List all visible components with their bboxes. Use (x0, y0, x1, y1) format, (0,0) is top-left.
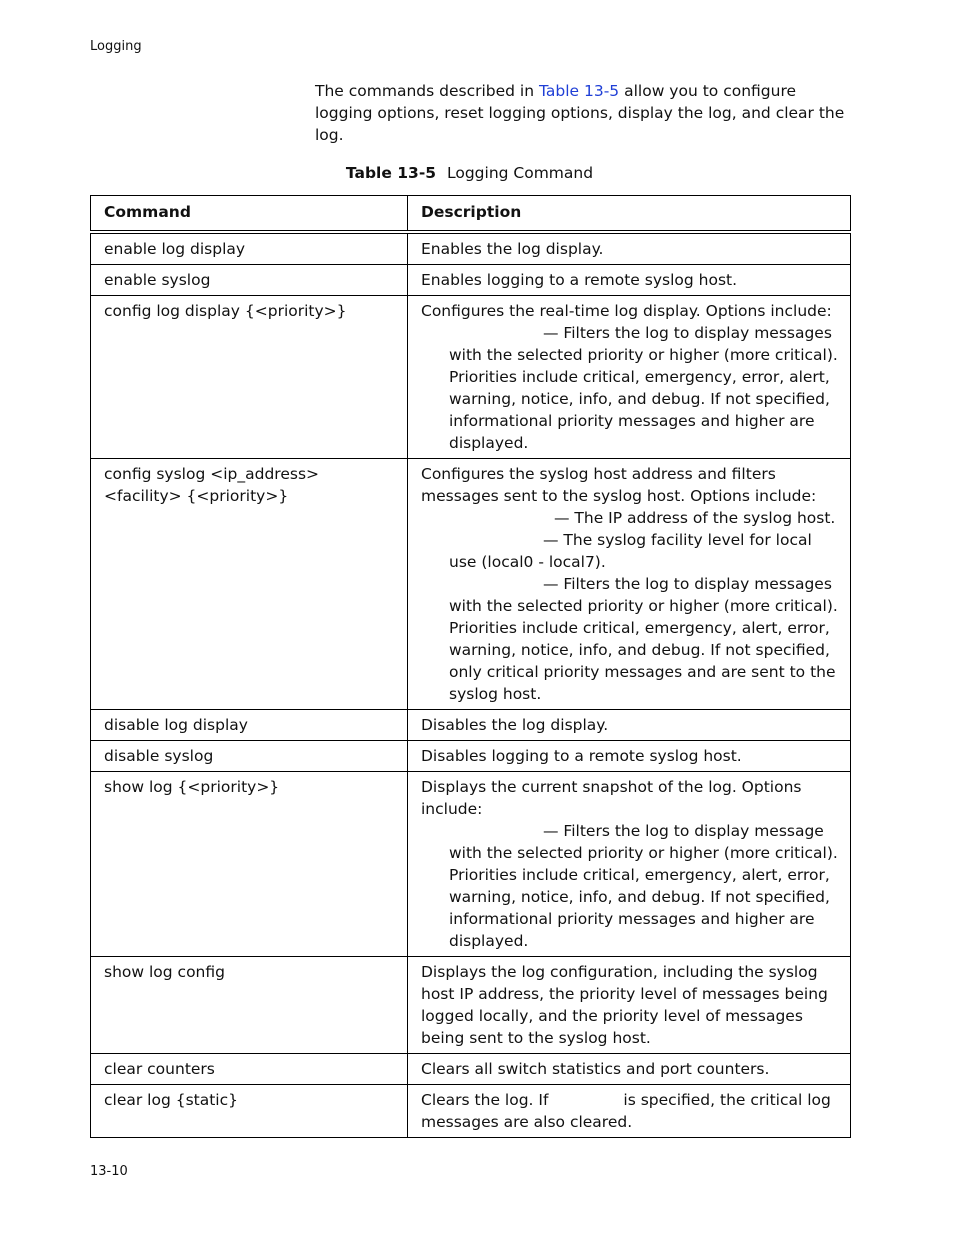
page-number: 13-10 (90, 1164, 128, 1179)
table-row (91, 459, 851, 710)
table-row (91, 265, 851, 296)
description-cell: Enables the log display. (408, 232, 851, 265)
running-header: Logging (90, 39, 142, 54)
table-row (91, 296, 851, 459)
description-cell: Displays the log configuration, including the syslog host IP address, the priority level of messages being logged locally, and the priority level of messages being sent to the syslog host. (408, 957, 851, 1054)
command-cell: disable syslog (91, 741, 408, 772)
command-cell: show log {<priority>} (91, 772, 408, 957)
option-description: — Filters the log to display messages with the selected priority or higher (more critical). Priorities include critical, emergency, error, alert, warning, notice, info, and debug. If not specified, informational priority messages and higher are displayed. (449, 324, 838, 452)
intro-paragraph (315, 80, 850, 146)
command-cell: config log display {<priority>} (91, 296, 408, 459)
intro-text-end: allow you to configure logging options, reset logging options, display the log, and clear the log. (315, 82, 845, 144)
table-row (91, 1085, 851, 1138)
table-row (91, 741, 851, 772)
column-header-description: Description (408, 196, 851, 233)
logging-command-table (90, 195, 851, 1138)
table-row (91, 957, 851, 1054)
column-header-command: Command (91, 196, 408, 233)
intro-text-start: The commands described in (315, 82, 539, 100)
table-header-row (91, 196, 851, 233)
option-description: — The syslog facility level for local use (local0 - local7). (449, 531, 812, 571)
description-cell (408, 459, 851, 710)
description-text: Configures the syslog host address and filters messages sent to the syslog host. Options include: (421, 465, 817, 505)
command-cell: enable syslog (91, 265, 408, 296)
command-cell: config syslog <ip_address> <facility> {<priority>} (91, 459, 408, 710)
option-description: — Filters the log to display message with the selected priority or higher (more critical). Priorities include critical, emergency, alert, error, warning, notice, info, and debug. If not specified, informational priority messages and higher are displayed. (449, 822, 838, 950)
command-cell: enable log display (91, 232, 408, 265)
description-cell: Clears all switch statistics and port counters. (408, 1054, 851, 1085)
description-cell: Disables logging to a remote syslog host. (408, 741, 851, 772)
table-reference-link[interactable]: Table 13-5 (538, 82, 620, 100)
description-cell (408, 772, 851, 957)
command-cell: clear log {static} (91, 1085, 408, 1138)
command-cell: show log config (91, 957, 408, 1054)
description-cell: Disables the log display. (408, 710, 851, 741)
description-text: Displays the current snapshot of the log. Options include: (421, 778, 802, 818)
table-row (91, 232, 851, 265)
command-cell: clear counters (91, 1054, 408, 1085)
table-caption-title: Logging Command (446, 164, 594, 182)
option-description: — The IP address of the syslog host. (554, 509, 836, 527)
description-text: Configures the real-time log display. Options include: (421, 302, 832, 320)
description-cell: Clears the log. If is specified, the critical log messages are also cleared. (408, 1085, 851, 1138)
description-cell (408, 296, 851, 459)
table-caption (90, 162, 849, 184)
table-caption-number: Table 13-5 (345, 164, 437, 182)
option-description: — Filters the log to display messages with the selected priority or higher (more critical). Priorities include critical, emergency, alert, error, warning, notice, info, and debug. If not specified, only critical priority messages and are sent to the syslog host. (449, 575, 838, 703)
table-row (91, 1054, 851, 1085)
description-cell: Enables logging to a remote syslog host. (408, 265, 851, 296)
command-cell: disable log display (91, 710, 408, 741)
table-row (91, 710, 851, 741)
table-row (91, 772, 851, 957)
